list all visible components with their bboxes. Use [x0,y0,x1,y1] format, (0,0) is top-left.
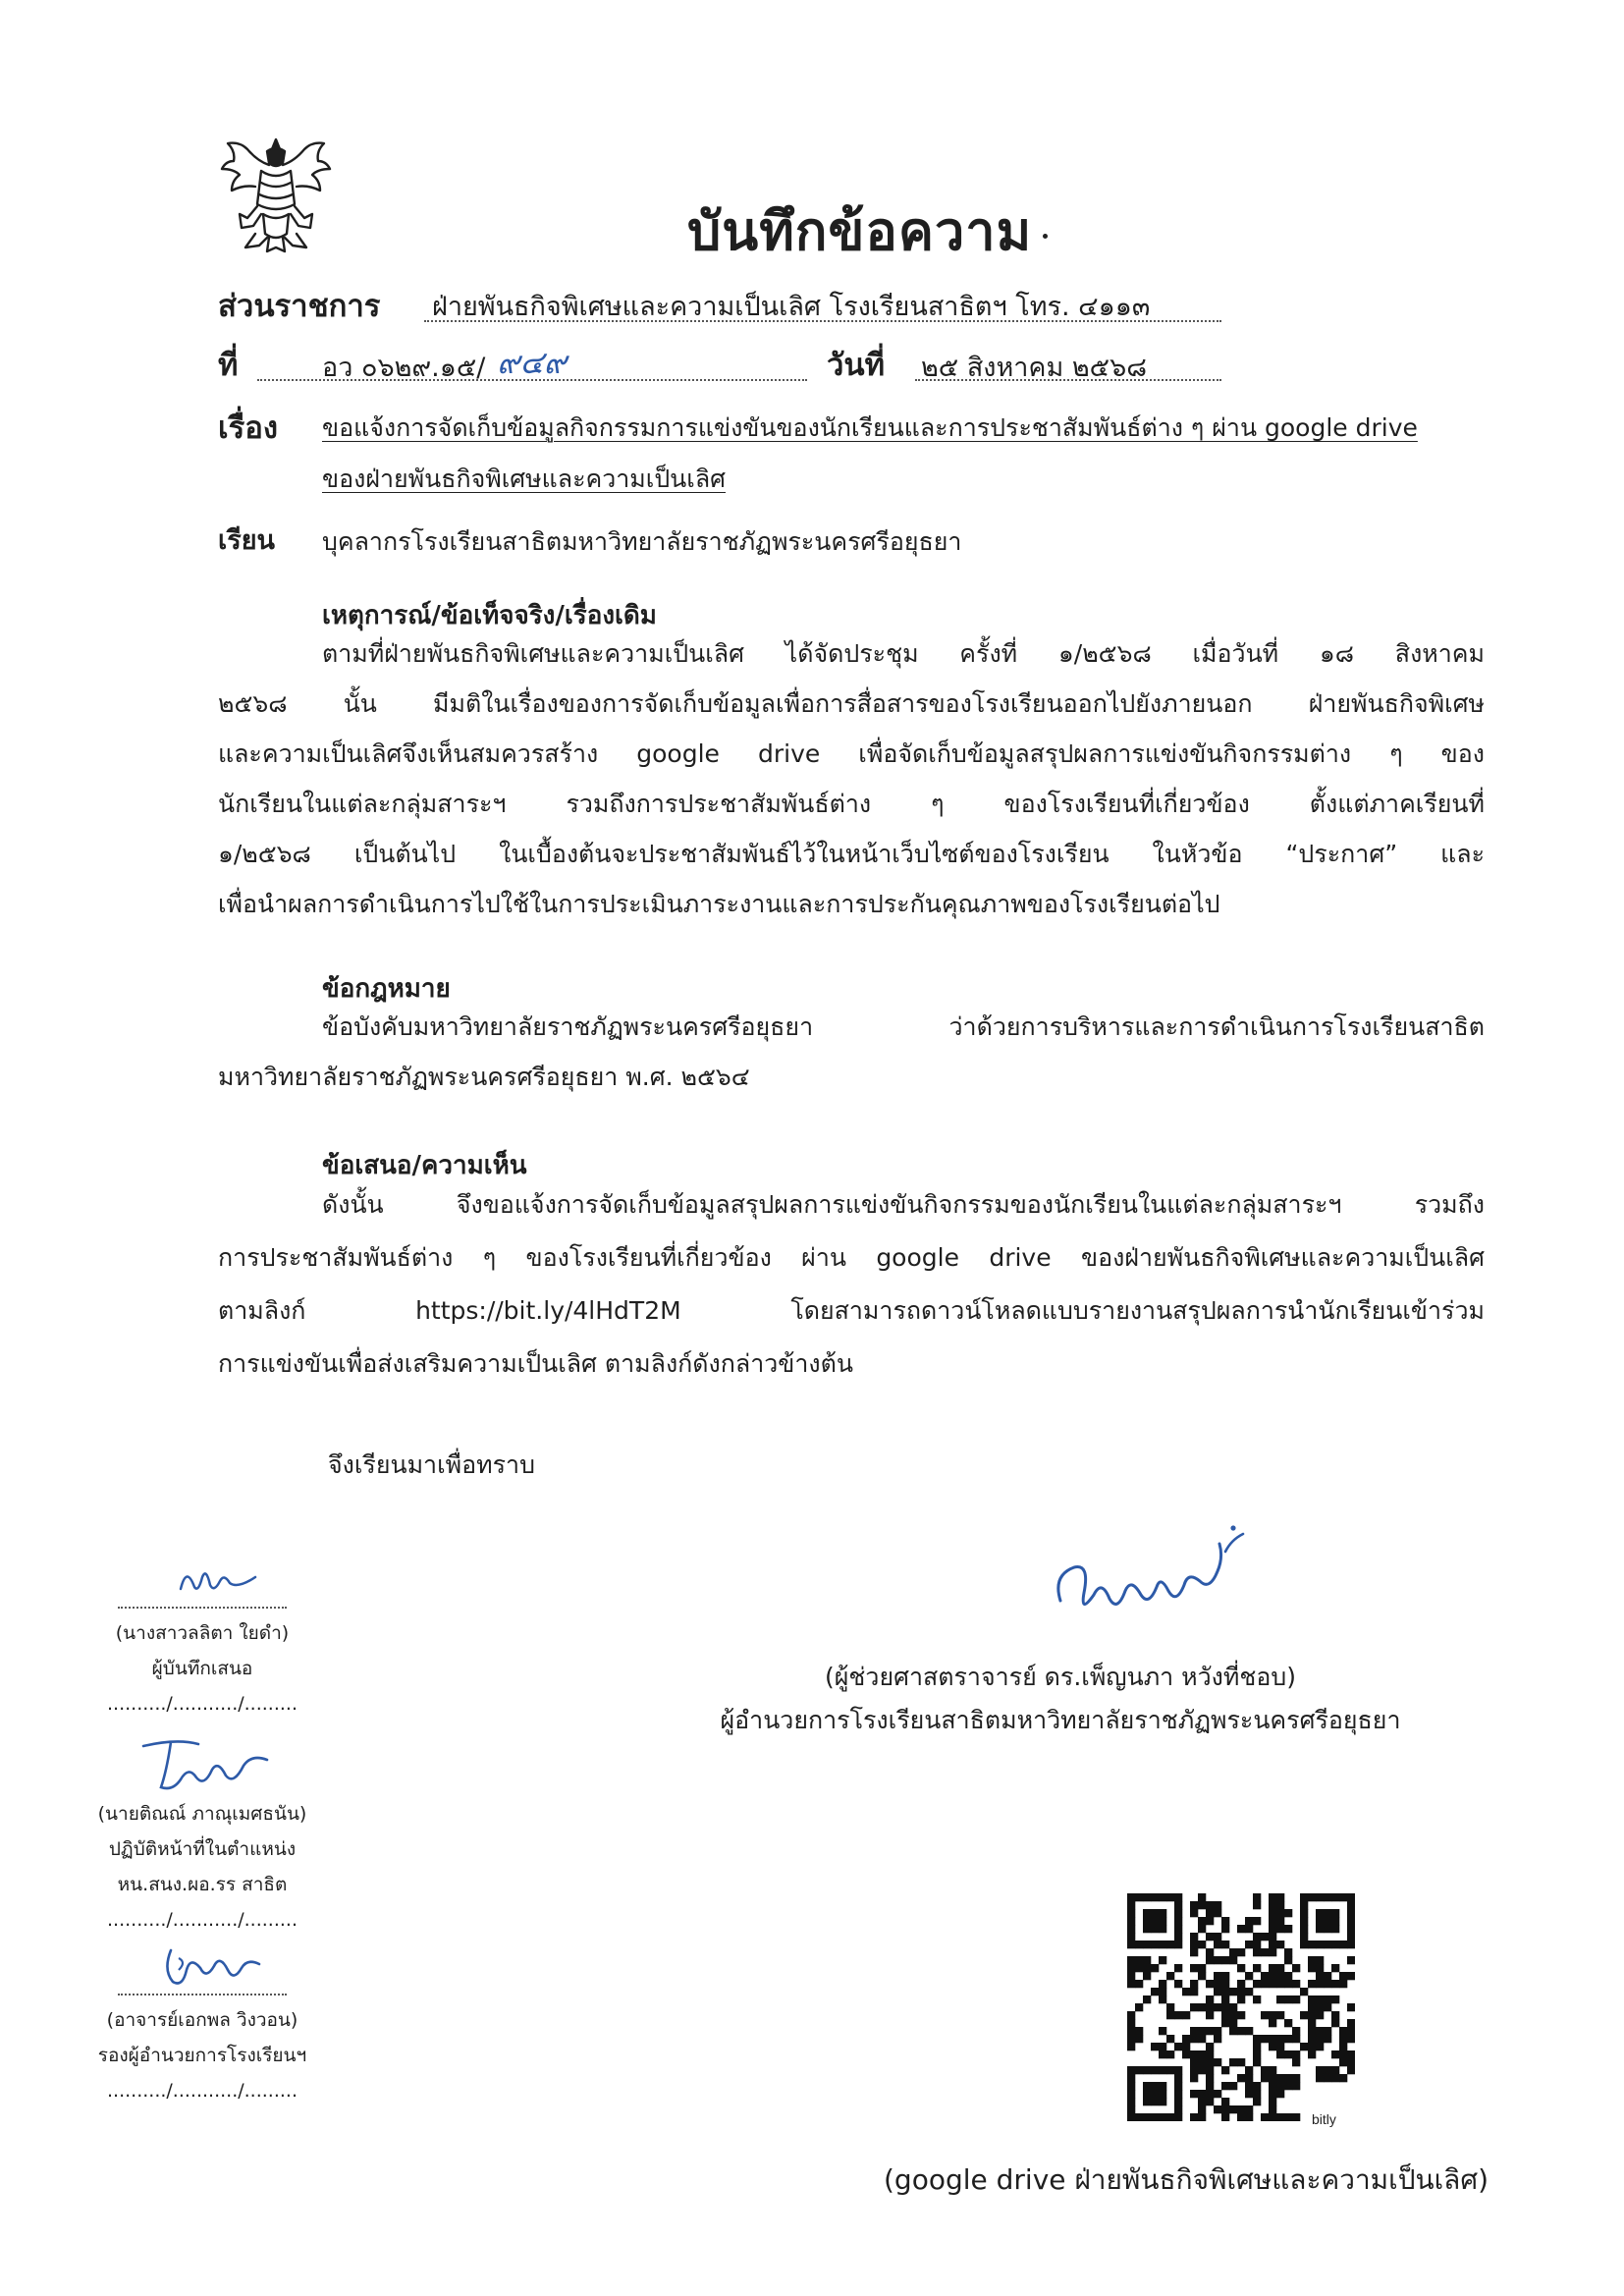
signature-2-date: ........../.........../......... [107,1909,298,1931]
proposal-line: ดังนั้น จึงขอแจ้งการจัดเก็บข้อมูลสรุปผลการแข่งขันกิจกรรมของนักเรียนในแต่ละกลุ่มสาระฯ รวมถึง [322,1190,1485,1219]
director-name: (ผู้ช่วยศาสตราจารย์ ดร.เพ็ญนภา หวังที่ชอบ) [825,1663,1296,1691]
facts-paragraph [218,629,1485,929]
agency-label: ส่วนราชการ [218,289,381,324]
proposal-heading: ข้อเสนอ/ความเห็น [322,1151,527,1180]
to-value: บุคลากรโรงเรียนสาธิตมหาวิทยาลัยราชภัฏพระนครศรีอยุธยา [322,527,962,556]
facts-line: ๑/๒๕๖๘ เป็นต้นไป ในเบื้องต้นจะประชาสัมพันธ์ไว้ในหน้าเว็บไซต์ของโรงเรียน ในหัวข้อ “ประกาศ” และ [218,840,1485,868]
facts-line: ๒๕๖๘ นั้น มีมติในเรื่องของการจัดเก็บข้อมูลเพื่อการสื่อสารของโรงเรียนออกไปยังภายนอก ฝ่ายพันธกิจพิเศษ [218,689,1485,718]
title-dot [1043,234,1048,239]
signature-3-role: รองผู้อำนวยการโรงเรียนฯ [97,2045,307,2066]
agency-dotted-line [424,320,1221,322]
subject-label: เรื่อง [218,410,279,446]
signature-1-handwriting [173,1559,261,1599]
qr-brand-label: bitly [1312,2111,1336,2127]
law-line: ข้อบังคับมหาวิทยาลัยราชภัฏพระนครศรีอยุธยา ว่าด้วยการบริหารและการดำเนินการโรงเรียนสาธิต [322,1012,1485,1041]
signature-2-name: (นายติณณ์ ภาณุเมศธนัน) [97,1803,307,1825]
qr-code[interactable] [1127,1893,1355,2121]
law-line: มหาวิทยาลัยราชภัฏพระนครศรีอยุธยา พ.ศ. ๒๕๖๔ [218,1063,750,1091]
subject-line-1: ขอแจ้งการจัดเก็บข้อมูลกิจกรรมการแข่งขันของนักเรียนและการประชาสัมพันธ์ต่าง ๆ ผ่าน google drive [322,413,1418,442]
ref-dotted-line [257,379,807,381]
proposal-line: การแข่งขันเพื่อส่งเสริมความเป็นเลิศ ตามลิงก์ดังกล่าวข้างต้น [218,1349,853,1378]
signature-1-line [118,1607,287,1609]
closing-text: จึงเรียนมาเพื่อทราบ [328,1450,535,1479]
signature-3-name: (อาจารย์เอกพล วิงวอน) [106,2009,298,2031]
proposal-line: ตามลิงก์ https://bit.ly/4lHdT2M โดยสามารถดาวน์โหลดแบบรายงานสรุปผลการนำนักเรียนเข้าร่วม [218,1296,1485,1325]
signature-1-date: ........../.........../......... [107,1693,298,1715]
subject-line-2: ของฝ่ายพันธกิจพิเศษและความเป็นเลิศ [322,465,727,493]
date-label: วันที่ [827,348,886,383]
signature-1-role: ผู้บันทึกเสนอ [151,1658,253,1679]
signature-3-line [118,1994,287,1995]
garuda-emblem-icon [218,136,334,255]
law-paragraph [218,1002,1485,1102]
director-position: ผู้อำนวยการโรงเรียนสาธิตมหาวิทยาลัยราชภัฏพระนครศรีอยุธยา [720,1706,1401,1734]
date-value: ๒๕ สิงหาคม ๒๕๖๘ [921,353,1148,383]
to-label: เรียน [218,525,276,556]
facts-heading: เหตุการณ์/ข้อเท็จจริง/เรื่องเดิม [322,601,657,630]
signature-1-name: (นางสาวลลิตา ใยดำ) [115,1622,290,1644]
facts-line: และความเป็นเลิศจึงเห็นสมควรสร้าง google drive เพื่อจัดเก็บข้อมูลสรุปผลการแข่งขันกิจกรรมต่าง ๆ ของ [218,739,1485,768]
agency-value: ฝ่ายพันธกิจพิเศษและความเป็นเลิศ โรงเรียนสาธิตฯ โทร. ๔๑๑๓ [432,292,1151,322]
date-dotted-line [915,379,1221,381]
signature-2-role-detail: หน.สนง.ผอ.รร สาธิต [117,1874,288,1895]
facts-line: ตามที่ฝ่ายพันธกิจพิเศษและความเป็นเลิศ ได้จัดประชุม ครั้งที่ ๑/๒๕๖๘ เมื่อวันที่ ๑๘ สิงหาคม [322,639,1485,668]
signature-2-handwriting [137,1730,275,1795]
proposal-paragraph [218,1178,1485,1391]
document-title: บันทึกข้อความ [687,200,1033,262]
director-signature-handwriting [1051,1522,1247,1624]
qr-caption: (google drive ฝ่ายพันธกิจพิเศษและความเป็นเลิศ) [884,2163,1489,2196]
facts-line: นักเรียนในแต่ละกลุ่มสาระฯ รวมถึงการประชาสัมพันธ์ต่าง ๆ ของโรงเรียนที่เกี่ยวข้อง ตั้งแต่ภาคเรียนที่ [218,790,1485,818]
signature-2-role: ปฏิบัติหน้าที่ในตำแหน่ง [108,1838,297,1860]
signature-3-handwriting [157,1941,265,1992]
law-heading: ข้อกฎหมาย [322,974,451,1004]
ref-label: ที่ [218,348,239,383]
proposal-line: การประชาสัมพันธ์ต่าง ๆ ของโรงเรียนที่เกี่ยวข้อง ผ่าน google drive ของฝ่ายพันธกิจพิเศษและความเป็นเลิศ [218,1243,1485,1272]
facts-line: เพื่อนำผลการดำเนินการไปใช้ในการประเมินภาระงานและการประกันคุณภาพของโรงเรียนต่อไป [218,890,1220,918]
ref-number-handwritten: ๙๔๙ [497,344,568,381]
ref-value: อว ๐๖๒๙.๑๕/ [322,353,486,383]
signature-3-date: ........../.........../......... [107,2080,298,2102]
